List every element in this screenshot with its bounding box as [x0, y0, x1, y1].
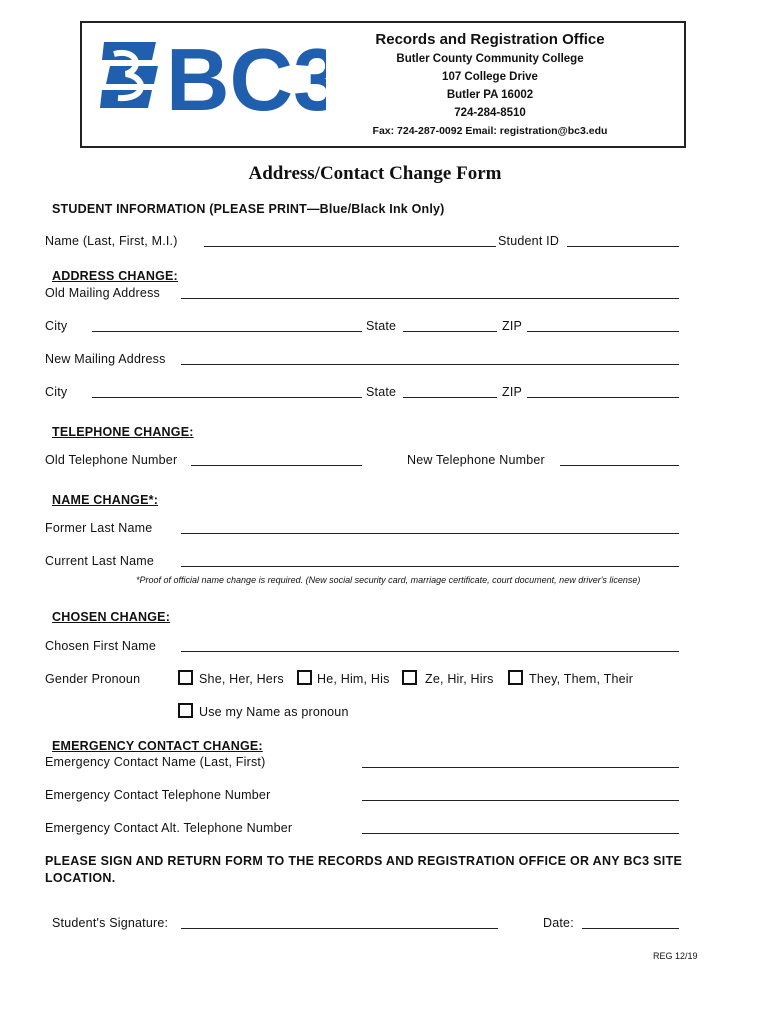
new-mailing-field[interactable] — [181, 364, 679, 365]
pronoun-ze-checkbox[interactable] — [402, 670, 417, 685]
logo-text: BC3 — [166, 34, 326, 116]
new-city-label: City — [45, 385, 68, 399]
address-line-1: 107 College Drive — [442, 71, 538, 83]
gender-pronoun-label: Gender Pronoun — [45, 672, 141, 686]
old-zip-label: ZIP — [502, 319, 523, 333]
pronoun-they-label: They, Them, Their — [529, 672, 634, 686]
form-title: Address/Contact Change Form — [248, 163, 502, 184]
pronoun-he-checkbox[interactable] — [297, 670, 312, 685]
office-phone: 724-284-8510 — [454, 107, 526, 119]
chosen-first-label: Chosen First Name — [45, 639, 157, 653]
old-mailing-field[interactable] — [181, 298, 679, 299]
old-mailing-label: Old Mailing Address — [45, 286, 160, 300]
emergency-phone-label: Emergency Contact Telephone Number — [45, 788, 271, 802]
signature-label: Student's Signature: — [52, 916, 169, 930]
pronoun-name-label: Use my Name as pronoun — [199, 705, 349, 719]
bc3-logo — [100, 34, 326, 116]
date-field[interactable] — [582, 928, 679, 929]
address-line-2: Butler PA 16002 — [446, 89, 534, 101]
new-state-label: State — [366, 385, 397, 399]
old-phone-field[interactable] — [191, 465, 362, 466]
pronoun-he-label: He, Him, His — [317, 672, 390, 686]
new-phone-label: New Telephone Number — [407, 453, 545, 467]
former-last-field[interactable] — [181, 533, 679, 534]
pronoun-she-checkbox[interactable] — [178, 670, 193, 685]
student-info-heading: STUDENT INFORMATION (PLEASE PRINT—Blue/Black Ink Only) — [52, 202, 445, 216]
office-info — [330, 30, 650, 140]
signature-field[interactable] — [181, 928, 498, 929]
emergency-phone-field[interactable] — [362, 800, 679, 801]
chosen-first-field[interactable] — [181, 651, 679, 652]
old-phone-label: Old Telephone Number — [45, 453, 178, 467]
return-instructions: PLEASE SIGN AND RETURN FORM TO THE RECORDS AND REGISTRATION OFFICE OR ANY BC3 SITE LOCATION. — [45, 854, 683, 885]
old-state-label: State — [366, 319, 397, 333]
old-city-field[interactable] — [92, 331, 362, 332]
emergency-alt-label: Emergency Contact Alt. Telephone Number — [45, 821, 293, 835]
form-code: REG 12/19 — [653, 951, 698, 961]
emergency-name-field[interactable] — [362, 767, 679, 768]
new-phone-field[interactable] — [560, 465, 679, 466]
old-state-field[interactable] — [403, 331, 497, 332]
pronoun-she-label: She, Her, Hers — [199, 672, 284, 686]
date-label: Date: — [543, 916, 574, 930]
name-field[interactable] — [204, 246, 496, 247]
pronoun-ze-label: Ze, Hir, Hirs — [425, 672, 494, 686]
new-zip-label: ZIP — [502, 385, 523, 399]
student-id-field[interactable] — [567, 246, 679, 247]
pronoun-name-checkbox[interactable] — [178, 703, 193, 718]
former-last-label: Former Last Name — [45, 521, 153, 535]
office-title: Records and Registration Office — [375, 31, 605, 48]
emergency-change-heading: EMERGENCY CONTACT CHANGE: — [52, 739, 263, 753]
name-label: Name (Last, First, M.I.) — [45, 234, 178, 248]
current-last-field[interactable] — [181, 566, 679, 567]
student-id-label: Student ID — [498, 234, 560, 248]
new-state-field[interactable] — [403, 397, 497, 398]
old-zip-field[interactable] — [527, 331, 679, 332]
chosen-change-heading: CHOSEN CHANGE: — [52, 610, 171, 624]
telephone-change-heading: TELEPHONE CHANGE: — [52, 425, 194, 439]
address-change-heading: ADDRESS CHANGE: — [52, 269, 178, 283]
emergency-name-label: Emergency Contact Name (Last, First) — [45, 755, 266, 769]
pronoun-they-checkbox[interactable] — [508, 670, 523, 685]
name-change-heading: NAME CHANGE*: — [52, 493, 159, 507]
new-city-field[interactable] — [92, 397, 362, 398]
new-mailing-label: New Mailing Address — [45, 352, 166, 366]
emergency-alt-field[interactable] — [362, 833, 679, 834]
proof-note: *Proof of official name change is required. (New social security card, marriage certificate, court document, new driver's license) — [136, 575, 641, 585]
new-zip-field[interactable] — [527, 397, 679, 398]
current-last-label: Current Last Name — [45, 554, 154, 568]
college-name: Butler County Community College — [396, 53, 584, 65]
old-city-label: City — [45, 319, 68, 333]
fax-email: Fax: 724-287-0092 Email: registration@bc3.edu — [372, 125, 608, 137]
